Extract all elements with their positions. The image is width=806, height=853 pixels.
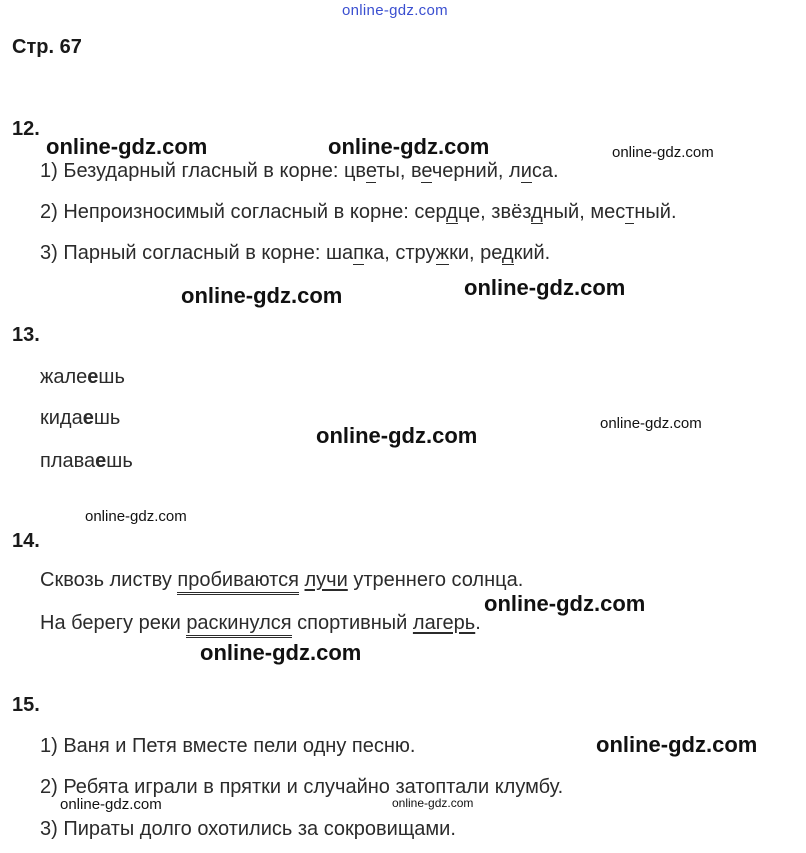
watermark: online-gdz.com bbox=[316, 423, 478, 448]
exercise-12-line-1: 1) Безударный гласный в корне: цветы, вечерний, лиса. bbox=[40, 160, 559, 182]
exercise-14-number: 14. bbox=[12, 530, 40, 552]
watermark-top: online-gdz.com bbox=[342, 2, 448, 19]
watermark: online-gdz.com bbox=[464, 275, 626, 300]
exercise-14-sentence-1: Сквозь листву пробиваются лучи утреннего солнца. bbox=[40, 569, 523, 592]
watermark: online-gdz.com bbox=[600, 415, 702, 432]
subject: лучи bbox=[304, 569, 348, 591]
watermark: online-gdz.com bbox=[328, 134, 490, 159]
exercise-14-sentence-2: На берегу реки раскинулся спортивный лагерь. bbox=[40, 612, 481, 635]
exercise-15-line-1: 1) Ваня и Петя вместе пели одну песню. bbox=[40, 735, 416, 757]
predicate: пробиваются bbox=[177, 569, 299, 595]
page-title: Стр. 67 bbox=[12, 36, 82, 58]
exercise-15-number: 15. bbox=[12, 694, 40, 716]
watermark: online-gdz.com bbox=[60, 796, 162, 813]
exercise-13-number: 13. bbox=[12, 324, 40, 346]
watermark: online-gdz.com bbox=[46, 134, 208, 159]
subject: лагерь bbox=[412, 612, 476, 634]
exercise-15-line-3: 3) Пираты долго охотились за сокровищами. bbox=[40, 818, 456, 840]
exercise-12-number: 12. bbox=[12, 118, 40, 140]
exercise-15-line-2: 2) Ребята играли в прятки и случайно затоптали клумбу. bbox=[40, 776, 564, 798]
exercise-13-word-2: кидаешь bbox=[40, 407, 121, 429]
watermark: online-gdz.com bbox=[612, 144, 714, 161]
predicate: раскинулся bbox=[186, 612, 291, 638]
exercise-13-word-3: плаваешь bbox=[40, 450, 133, 472]
watermark: online-gdz.com bbox=[484, 591, 646, 616]
watermark: online-gdz.com bbox=[200, 640, 362, 665]
watermark: online-gdz.com bbox=[596, 732, 758, 757]
watermark: online-gdz.com bbox=[392, 796, 474, 810]
watermark: online-gdz.com bbox=[85, 508, 187, 525]
exercise-12-line-2: 2) Непроизносимый согласный в корне: сердце, звёздный, местный. bbox=[40, 201, 677, 223]
exercise-12-line-3: 3) Парный согласный в корне: шапка, стружки, редкий. bbox=[40, 242, 551, 264]
watermark: online-gdz.com bbox=[181, 283, 343, 308]
exercise-13-word-1: жалеешь bbox=[40, 366, 125, 388]
